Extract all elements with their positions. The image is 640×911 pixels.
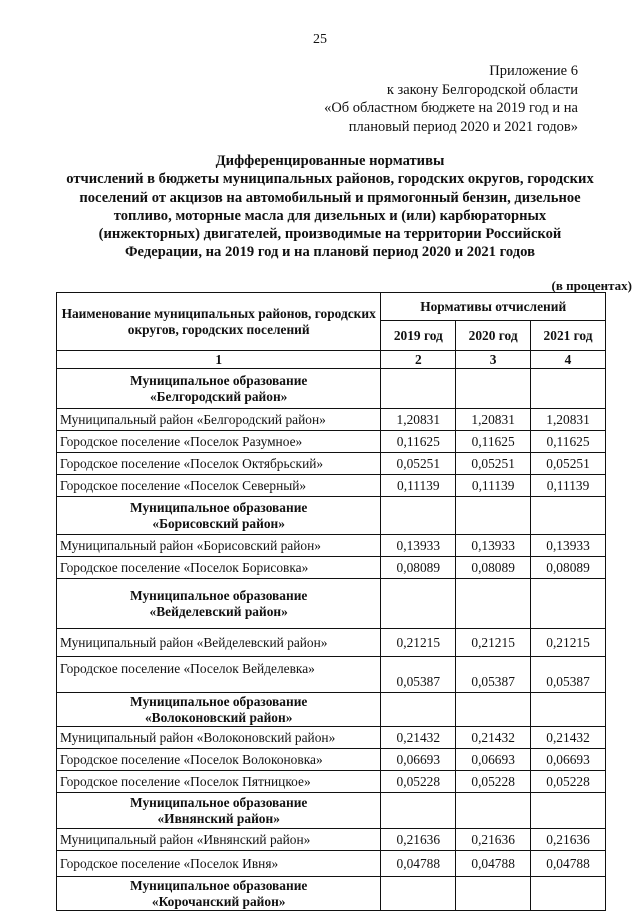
norm-value-2021: 0,21432 [531, 727, 606, 749]
table-row [57, 557, 606, 579]
empty-cell [456, 793, 531, 829]
entity-name: Муниципальный район «Вейделевский район» [57, 629, 381, 657]
column-index: 4 [531, 351, 606, 369]
norm-value-2019: 0,21636 [381, 829, 456, 851]
municipality-header-row [57, 497, 606, 535]
norm-value-2021: 0,21215 [531, 629, 606, 657]
appendix-line: плановый период 2020 и 2021 годов» [348, 118, 578, 135]
norm-value-2019: 1,20831 [381, 409, 456, 431]
norm-value-2021: 0,13933 [531, 535, 606, 557]
table-row [57, 535, 606, 557]
table-row [57, 453, 606, 475]
municipality-line: «Корочанский район» [151, 893, 286, 909]
norm-value-2020: 0,05251 [456, 453, 531, 475]
norm-value-2020: 0,04788 [456, 851, 531, 877]
municipality-line: «Ивнянский район» [157, 810, 280, 826]
title-line: отчислений в бюджеты муниципальных районов, городских округов, городских [66, 171, 594, 188]
municipality-name [57, 877, 381, 911]
norm-value-2019: 0,04788 [381, 851, 456, 877]
norm-value-2021: 0,06693 [531, 749, 606, 771]
document-title [30, 152, 630, 262]
municipality-line: Муниципальное образование [130, 877, 308, 893]
norm-value-2021: 1,20831 [531, 409, 606, 431]
title-line: поселений от акцизов на автомобильный и прямогонный бензин, дизельное [79, 189, 581, 206]
header-year: 2020 год [456, 321, 531, 351]
entity-name: Городское поселение «Поселок Северный» [57, 475, 381, 497]
norm-value-2020: 0,21215 [456, 629, 531, 657]
norm-value-2019: 0,11625 [381, 431, 456, 453]
norm-value-2021: 0,05228 [531, 771, 606, 793]
empty-cell [381, 579, 456, 629]
entity-name: Городское поселение «Поселок Вейделевка» [57, 657, 381, 693]
norm-value-2020: 0,08089 [456, 557, 531, 579]
norm-value-2019: 0,08089 [381, 557, 456, 579]
title-line: (инжекторных) двигателей, производимые на территории Российской [98, 226, 562, 243]
column-index: 2 [381, 351, 456, 369]
empty-cell [456, 497, 531, 535]
entity-name: Городское поселение «Поселок Пятницкое» [57, 771, 381, 793]
municipality-header-row [57, 693, 606, 727]
norm-value-2019: 0,13933 [381, 535, 456, 557]
empty-cell [456, 579, 531, 629]
entity-name: Муниципальный район «Белгородский район» [57, 409, 381, 431]
empty-cell [381, 877, 456, 911]
norm-value-2019: 0,21215 [381, 629, 456, 657]
appendix-header [278, 62, 578, 136]
appendix-line: «Об областном бюджете на 2019 год и на [324, 100, 578, 116]
column-index: 1 [57, 351, 381, 369]
appendix-line: Приложение 6 [489, 63, 578, 79]
norm-value-2021: 0,08089 [531, 557, 606, 579]
empty-cell [456, 693, 531, 727]
table-row [57, 475, 606, 497]
header-name: Наименование муниципальных районов, городских округов, городских поселений [57, 293, 381, 351]
municipality-line: «Вейделевский район» [149, 603, 288, 619]
norm-value-2020: 0,21432 [456, 727, 531, 749]
empty-cell [531, 579, 606, 629]
norm-value-2021: 0,04788 [531, 851, 606, 877]
municipality-line: Муниципальное образование [130, 794, 308, 810]
table-row [57, 409, 606, 431]
table-row [57, 749, 606, 771]
empty-cell [381, 793, 456, 829]
empty-cell [381, 369, 456, 409]
page-number: 25 [313, 32, 327, 47]
table-row [57, 431, 606, 453]
entity-name: Муниципальный район «Борисовский район» [57, 535, 381, 557]
entity-name: Городское поселение «Поселок Волоконовка» [57, 749, 381, 771]
municipality-header-row [57, 793, 606, 829]
table-body [57, 369, 606, 911]
header-year: 2019 год [381, 321, 456, 351]
entity-name: Городское поселение «Поселок Октябрьский» [57, 453, 381, 475]
empty-cell [531, 793, 606, 829]
norm-value-2019: 0,21432 [381, 727, 456, 749]
table-row [57, 771, 606, 793]
norms-table [56, 292, 606, 911]
table-row [57, 629, 606, 657]
entity-name: Городское поселение «Поселок Борисовка» [57, 557, 381, 579]
municipality-header-row [57, 369, 606, 409]
empty-cell [381, 497, 456, 535]
municipality-name [57, 579, 381, 629]
norm-value-2021: 0,11625 [531, 431, 606, 453]
empty-cell [531, 877, 606, 911]
municipality-line: Муниципальное образование [130, 587, 308, 603]
norm-value-2020: 0,05387 [456, 657, 531, 693]
municipality-line: «Белгородский район» [149, 388, 288, 404]
empty-cell [456, 369, 531, 409]
table-row [57, 657, 606, 693]
municipality-line: Муниципальное образование [130, 499, 308, 515]
norm-value-2020: 0,11139 [456, 475, 531, 497]
title-line: топливо, моторные масла для дизельных и (или) карбюраторных [113, 207, 547, 224]
norm-value-2020: 0,13933 [456, 535, 531, 557]
empty-cell [456, 877, 531, 911]
title-line: Федерации, на 2019 год и на плановй период 2020 и 2021 годов [125, 244, 535, 261]
municipality-line: Муниципальное образование [130, 372, 308, 388]
table-row [57, 851, 606, 877]
municipality-line: «Борисовский район» [152, 515, 285, 531]
norm-value-2019: 0,06693 [381, 749, 456, 771]
norm-value-2021: 0,05251 [531, 453, 606, 475]
norm-value-2020: 0,21636 [456, 829, 531, 851]
empty-cell [531, 369, 606, 409]
empty-cell [531, 497, 606, 535]
norm-value-2019: 0,05251 [381, 453, 456, 475]
municipality-line: Муниципальное образование [130, 693, 308, 709]
norm-value-2020: 0,05228 [456, 771, 531, 793]
entity-name: Муниципальный район «Ивнянский район» [57, 829, 381, 851]
municipality-header-row [57, 877, 606, 911]
norm-value-2021: 0,05387 [531, 657, 606, 693]
municipality-name [57, 369, 381, 409]
header-group: Нормативы отчислений [381, 293, 606, 321]
empty-cell [531, 693, 606, 727]
municipality-name [57, 793, 381, 829]
municipality-name [57, 497, 381, 535]
norm-value-2020: 0,06693 [456, 749, 531, 771]
entity-name: Городское поселение «Поселок Разумное» [57, 431, 381, 453]
municipality-name [57, 693, 381, 727]
appendix-line: к закону Белгородской области [386, 81, 578, 98]
table-row [57, 829, 606, 851]
title-line: Дифференцированные нормативы [215, 153, 445, 169]
municipality-line: «Волоконовский район» [144, 709, 293, 725]
norm-value-2020: 0,11625 [456, 431, 531, 453]
units-note: (в процентах) [551, 278, 632, 293]
norm-value-2021: 0,11139 [531, 475, 606, 497]
norm-value-2019: 0,05228 [381, 771, 456, 793]
column-index: 3 [456, 351, 531, 369]
norm-value-2019: 0,11139 [381, 475, 456, 497]
norm-value-2021: 0,21636 [531, 829, 606, 851]
municipality-header-row [57, 579, 606, 629]
norm-value-2020: 1,20831 [456, 409, 531, 431]
norm-value-2019: 0,05387 [381, 657, 456, 693]
entity-name: Городское поселение «Поселок Ивня» [57, 851, 381, 877]
table-row [57, 727, 606, 749]
entity-name: Муниципальный район «Волоконовский район» [57, 727, 381, 749]
empty-cell [381, 693, 456, 727]
header-year: 2021 год [531, 321, 606, 351]
